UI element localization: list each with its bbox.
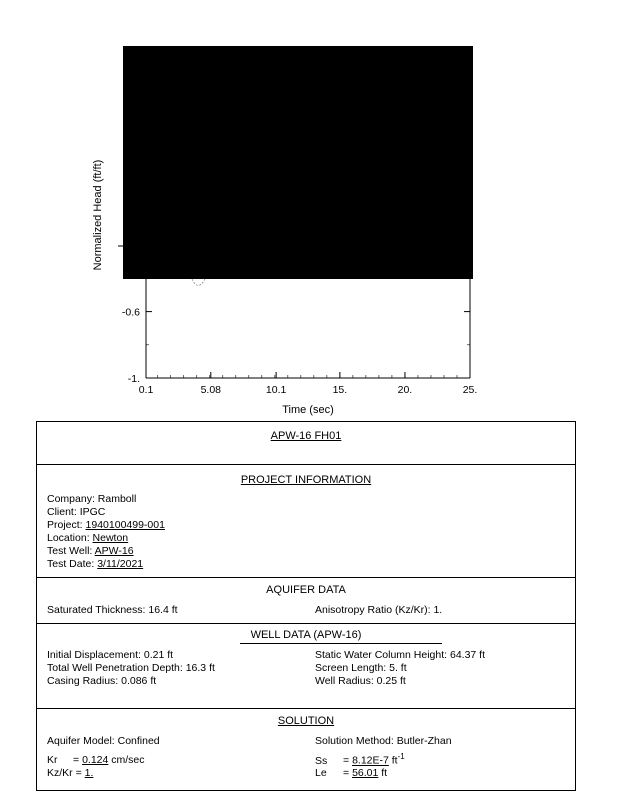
test-date-label: Test Date: xyxy=(47,558,95,570)
ss-equals: = xyxy=(343,754,353,767)
divider xyxy=(37,623,575,624)
y-tick-label: -1. xyxy=(127,373,140,385)
project-heading: PROJECT INFORMATION xyxy=(240,474,372,486)
title-box xyxy=(36,421,576,465)
ss-value: 8.12E-7 xyxy=(352,754,389,767)
le-unit: ft xyxy=(378,767,388,779)
kzkr-label: Kz/Kr = xyxy=(47,767,85,779)
client-value: IPGC xyxy=(79,506,106,518)
x-tick-label: 25. xyxy=(462,384,478,396)
screen-length: Screen Length: 5. ft xyxy=(315,662,407,674)
saturated-thickness: Saturated Thickness: 16.4 ft xyxy=(47,604,178,616)
location-label: Location: xyxy=(47,532,90,544)
test-date-value: 3/11/2021 xyxy=(97,558,144,570)
solution-method: Solution Method: Butler-Zhan xyxy=(315,735,452,747)
penetration-depth: Total Well Penetration Depth: 16.3 ft xyxy=(47,662,215,674)
test-id: APW-16 FH01 xyxy=(270,430,342,442)
obscuring-black-box xyxy=(123,46,473,279)
test-well-row xyxy=(47,545,134,557)
y-axis-label: Normalized Head (ft/ft) xyxy=(92,159,104,271)
project-label: Project: xyxy=(47,519,83,531)
ss-label: Ss xyxy=(315,754,328,767)
project-value: 1940100499-001 xyxy=(85,519,165,531)
casing-radius: Casing Radius: 0.086 ft xyxy=(47,675,157,687)
client-label: Client: xyxy=(47,506,77,518)
le-equals: = xyxy=(343,767,353,779)
kr-row xyxy=(47,754,145,766)
project-row xyxy=(47,519,165,531)
solution-curve-fragment xyxy=(192,279,205,286)
kzkr-row xyxy=(47,767,93,779)
kr-equals: = xyxy=(73,754,83,766)
anisotropy-ratio: Anisotropy Ratio (Kz/Kr): 1. xyxy=(315,604,443,616)
kr-unit: cm/sec xyxy=(108,754,145,766)
location-value: Newton xyxy=(92,532,129,544)
test-well-value: APW-16 xyxy=(94,545,134,557)
x-tick-label: 0.1 xyxy=(138,384,154,396)
divider xyxy=(37,577,575,578)
solution-heading: SOLUTION xyxy=(277,715,335,727)
well-heading-underline xyxy=(240,643,442,644)
le-row xyxy=(315,767,387,779)
well-heading: WELL DATA (APW-16) xyxy=(250,629,362,641)
kr-value: 0.124 xyxy=(82,754,109,766)
kr-label: Kr xyxy=(47,754,58,766)
company-value: Ramboll xyxy=(97,493,137,505)
info-box xyxy=(36,465,576,791)
test-well-label: Test Well: xyxy=(47,545,93,557)
aquifer-model: Aquifer Model: Confined xyxy=(47,735,160,747)
y-tick-label: -0.6 xyxy=(121,306,140,319)
ss-unit: ft xyxy=(388,754,398,767)
le-label: Le xyxy=(315,767,327,779)
x-tick-label: 15. xyxy=(332,384,348,396)
static-water-column: Static Water Column Height: 64.37 ft xyxy=(315,649,486,661)
company-row xyxy=(47,493,136,505)
client-row xyxy=(47,506,105,518)
aquifer-heading: AQUIFER DATA xyxy=(266,584,346,596)
ss-exponent: -1 xyxy=(397,752,405,761)
kzkr-value: 1. xyxy=(84,767,94,779)
initial-displacement: Initial Displacement: 0.21 ft xyxy=(47,649,174,661)
well-radius: Well Radius: 0.25 ft xyxy=(315,675,406,687)
x-tick-label: 10.1 xyxy=(265,384,287,396)
le-value: 56.01 xyxy=(352,767,379,779)
location-row xyxy=(47,532,128,544)
x-tick-label: 5.08 xyxy=(200,384,222,396)
x-tick-label: 20. xyxy=(397,384,413,396)
company-label: Company: xyxy=(47,493,95,505)
test-date-row xyxy=(47,558,143,570)
x-axis-label: Time (sec) xyxy=(282,404,334,416)
ss-row xyxy=(315,752,405,767)
divider xyxy=(37,708,575,709)
